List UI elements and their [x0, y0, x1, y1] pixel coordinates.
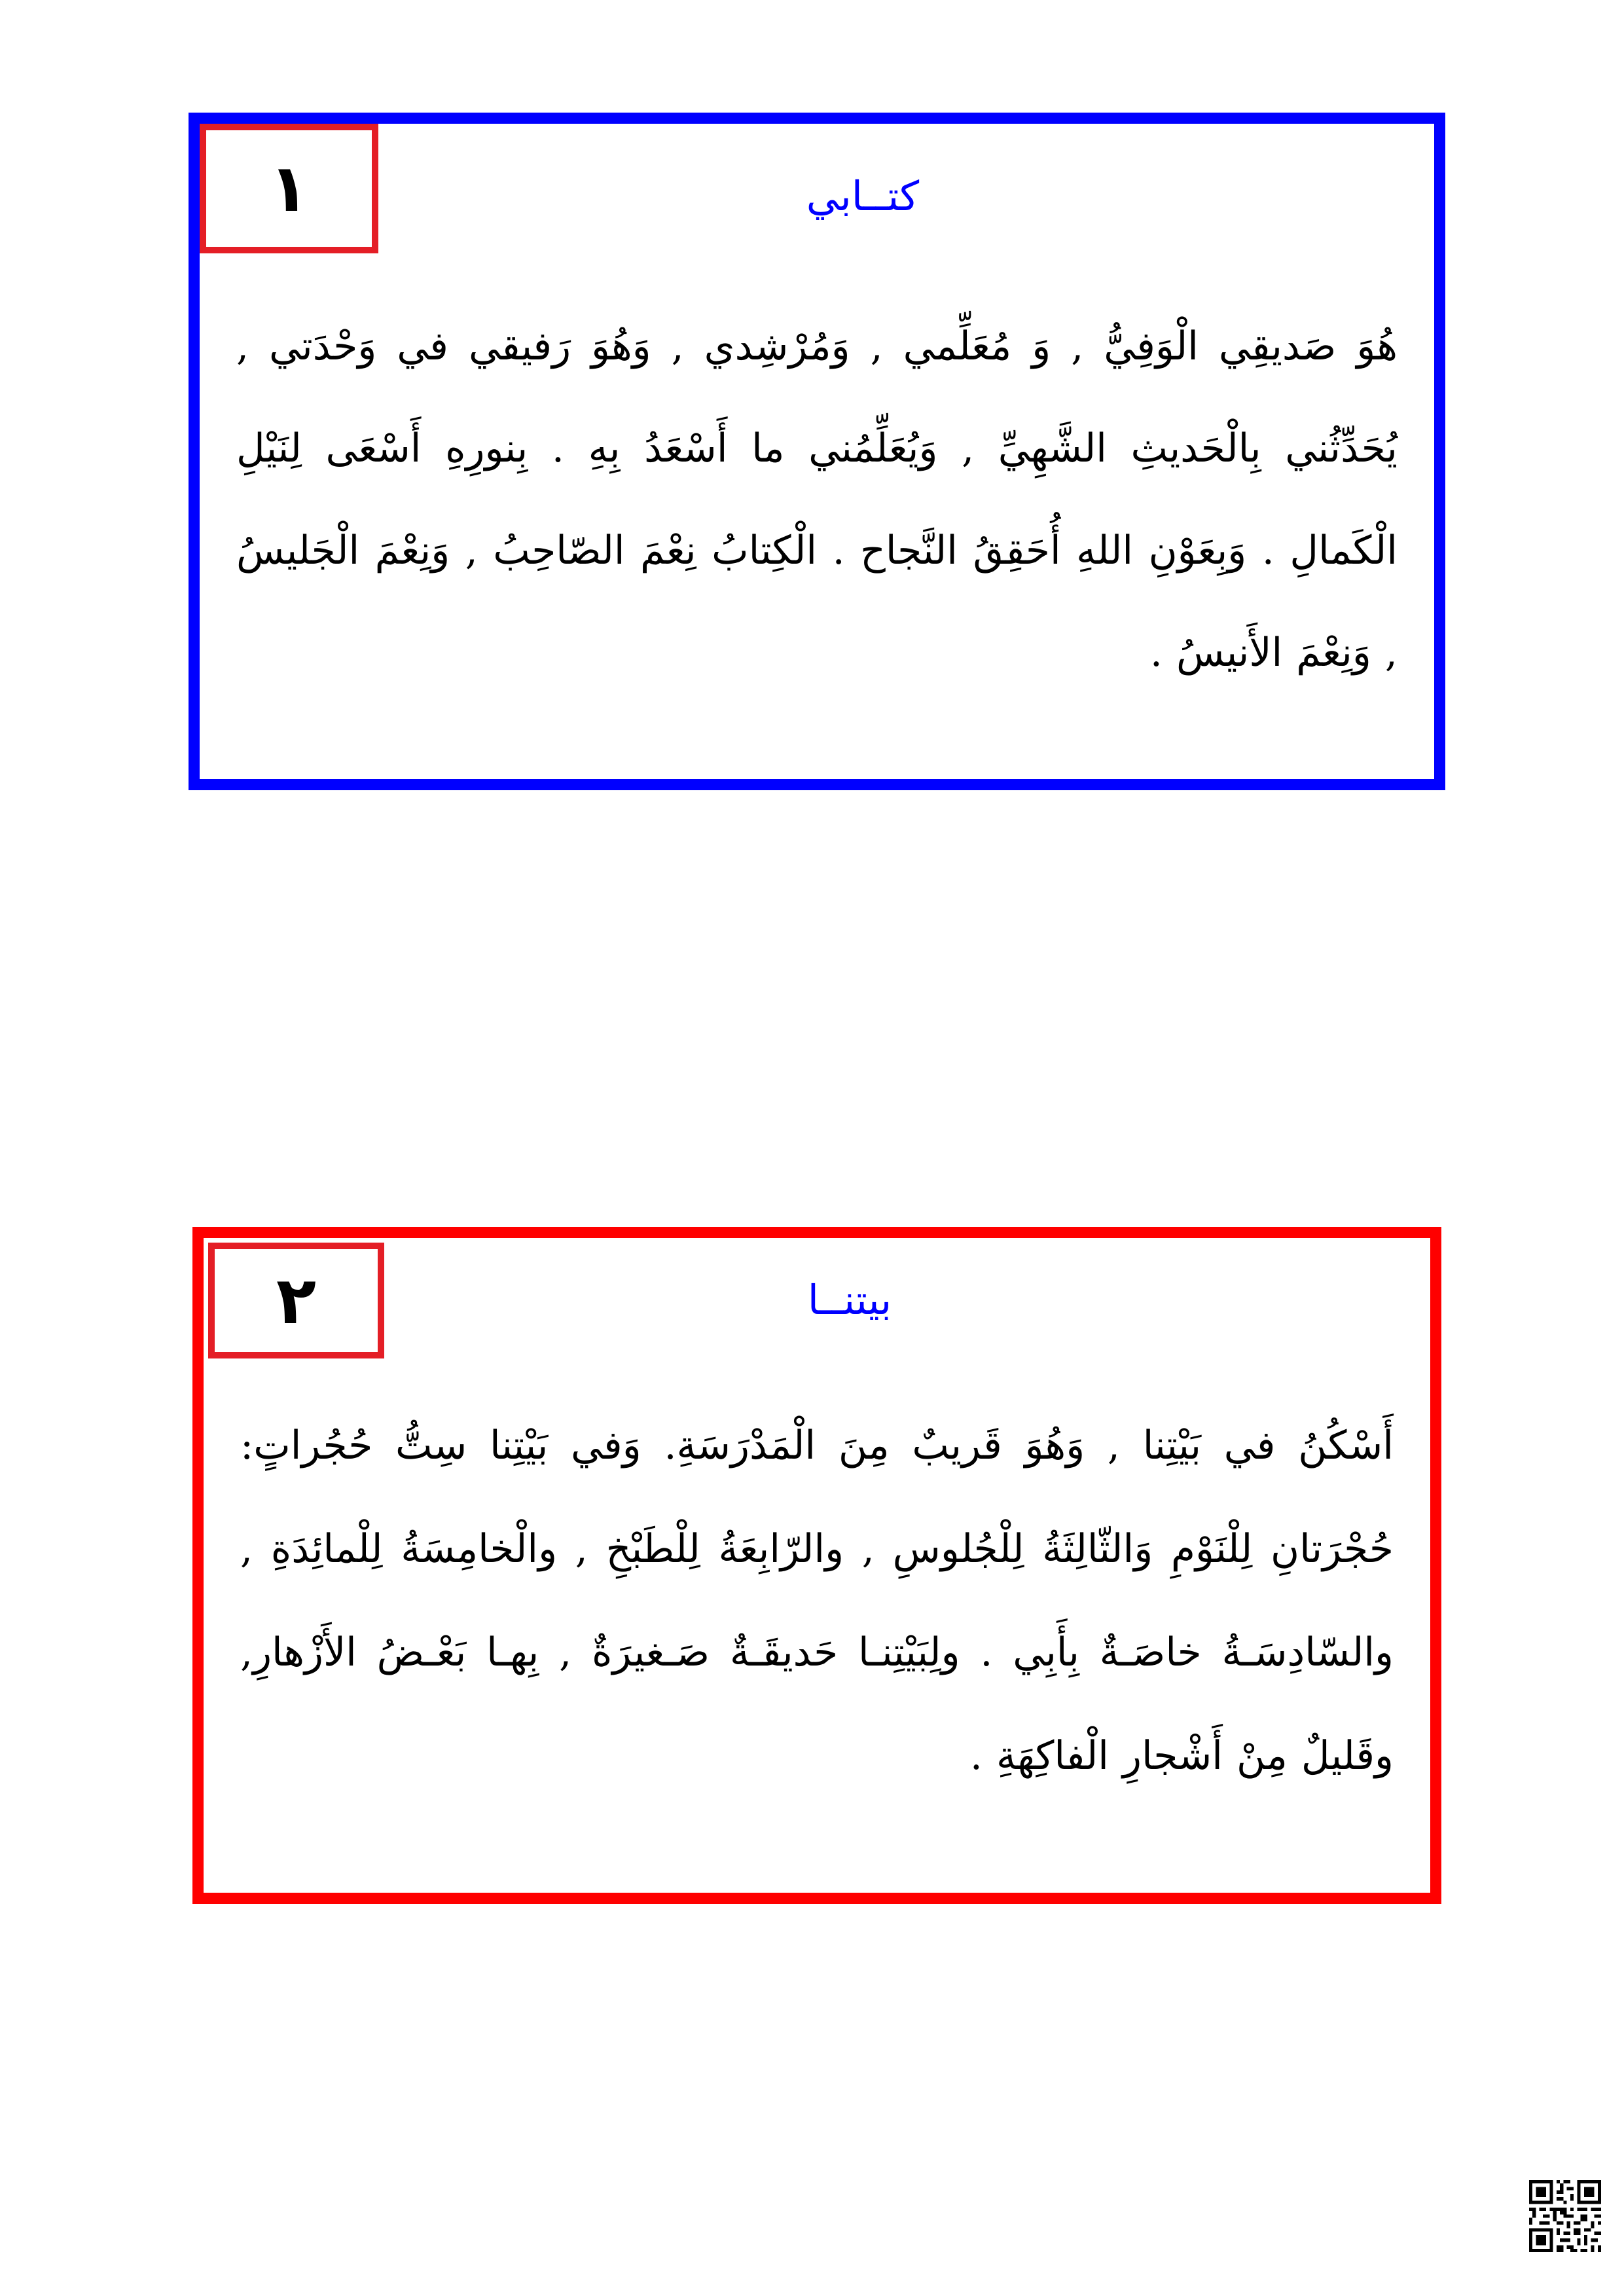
qr-code-icon: [1529, 2180, 1601, 2252]
card-baytuna: [192, 1227, 1441, 1904]
card-body-text: أَسْكُنُ في بَيْتِنا , وَهُوَ قَريبٌ مِنَ الْمَدْرَسَةِ. وَفي بَيْتِنا سِتُّ حُجُراتٍ: حُجْرَتانِ لِلْنَوْمِ وَالثّالِثَةُ لِلْجُلوسِ , والرّابِعَةُ لِلْطَبْخِ , والْخامِسَةُ لِلْمائِدَةِ , والسّادِسَـةُ خاصَـةٌ بِأَبِي . ولِبَيْتِنـا حَديقَـةٌ صَـغيرَةٌ , بِهـا بَعْـضُ الأَزْهارِ, وقَليلٌ مِنْ أَشْجارِ الْفاكِهَةِ .: [240, 1423, 1394, 1779]
card-title: كتــابي: [806, 172, 920, 220]
card-number: ٢: [276, 1262, 317, 1339]
card-kitabi: [189, 113, 1445, 790]
card-body-text: هُوَ صَديقِي الْوَفِيُّ , وَ مُعَلِّمي , وَمُرْشِدي , وَهُوَ رَفيقي في وَحْدَتي , يُحَدِّثُني بِالْحَديثِ الشَّهِيِّ , وَيُعَلِّمُني ما أَسْعَدُ بِهِ . بِنورِهِ أَسْعَى لِنَيْلِ الْكَمالِ . وَبِعَوْنِ اللهِ أُحَقِقُ النَّجاح . الْكِتابُ نِعْمَ الصّاحِبُ , وَنِعْمَ الْجَليسُ , وَنِعْمَ الأَنيسُ .: [236, 323, 1398, 676]
card-number: ١: [268, 150, 310, 227]
card-title: بيتنــا: [807, 1276, 892, 1324]
